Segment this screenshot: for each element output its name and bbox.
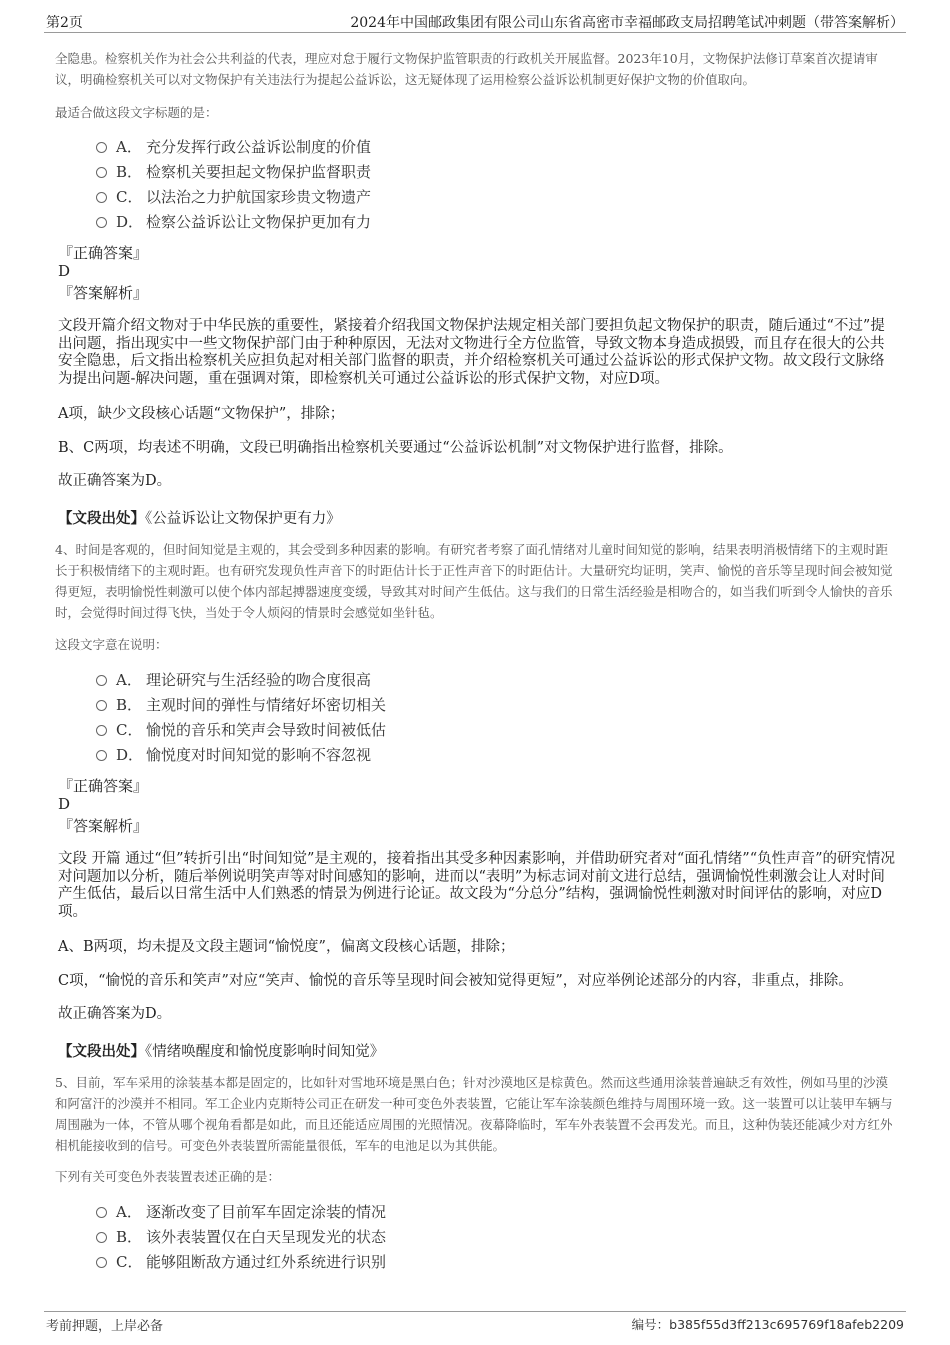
document-title: 2024年中国邮政集团有限公司山东省高密市幸福邮政支局招聘笔试冲刺题（带答案解析） <box>350 15 904 31</box>
q3-option-b[interactable]: B． 检察机关要担起文物保护监督职责 <box>96 160 371 185</box>
q3-source: 【文段出处】《公益诉讼让文物保护更有力》 <box>58 510 341 527</box>
footer-slogan: 考前押题，上岸必备 <box>46 1319 164 1334</box>
q4-stem: 这段文字意在说明： <box>55 637 168 652</box>
q4-analysis-ab: A、B两项，均未提及文段主题词“愉悦度”，偏离文段核心话题，排除； <box>58 939 515 955</box>
q3-option-d[interactable]: D． 检察公益诉讼让文物保护更加有力 <box>96 210 371 235</box>
q4-answer-label: 『正确答案』 <box>58 777 149 795</box>
q5-option-a[interactable]: A． 逐渐改变了目前军车固定涂装的情况 <box>96 1200 386 1225</box>
footer-code: 编号：b385f55d3ff213c695769f18afeb2209 <box>631 1317 904 1332</box>
q4-option-b[interactable]: B． 主观时间的弹性与情绪好坏密切相关 <box>96 693 386 718</box>
q3-answer: D <box>58 262 71 280</box>
q3-analysis-label: 『答案解析』 <box>58 284 149 302</box>
q5-options <box>96 1200 386 1275</box>
radio-icon[interactable] <box>96 167 107 178</box>
radio-icon[interactable] <box>96 750 107 761</box>
q5-stem: 下列有关可变色外表装置表述正确的是： <box>55 1169 281 1184</box>
q3-option-a[interactable]: A． 充分发挥行政公益诉讼制度的价值 <box>96 135 371 160</box>
q3-options <box>96 135 371 235</box>
q3-stem: 最适合做这段文字标题的是： <box>55 105 218 120</box>
radio-icon[interactable] <box>96 192 107 203</box>
radio-icon[interactable] <box>96 142 107 153</box>
q3-passage-tail: 全隐患。检察机关作为社会公共利益的代表，理应对怠于履行文物保护监管职责的行政机关开展监督。2023年10月，文物保护法修订草案首次提请审议，明确检察机关可以对文物保护有关违法行为提起公益诉讼，这无疑体现了运用检察公益诉讼机制更好保护文物的价值取向。 <box>55 51 878 87</box>
q5-passage: 5、目前，军车采用的涂装基本都是固定的，比如针对雪地环境是黑白色；针对沙漠地区是棕黄色。然而这些通用涂装普遍缺乏有效性，例如马里的沙漠和阿富汗的沙漠并不相同。军工企业内克斯特公司正在研发一种可变色外表装置，它能让军车涂装颜色维持与周围环境一致。这一装置可以让装甲车辆与周围融为一体，不管从哪个视角看都是如此，而且还能适应周围的光照情况。夜幕降临时，军车外表装置不会再发光。而且，这种伪装还能减少对方红外相机能接收到的信号。可变色外表装置所需能量很低，军车的电池足以为其供能。 <box>55 1075 893 1153</box>
page-header <box>44 12 906 33</box>
page-footer <box>44 1311 906 1334</box>
radio-icon[interactable] <box>96 675 107 686</box>
radio-icon[interactable] <box>96 1207 107 1218</box>
radio-icon[interactable] <box>96 725 107 736</box>
radio-icon[interactable] <box>96 1257 107 1268</box>
q3-analysis-a: A项，缺少文段核心话题“文物保护”，排除； <box>58 406 345 422</box>
q3-analysis-conclusion: 故正确答案为D。 <box>58 473 172 489</box>
q4-analysis-c: C项，“愉悦的音乐和笑声”对应“笑声、愉悦的音乐等呈现时间会被知觉得更短”，对应举例论述部分的内容，非重点，排除。 <box>58 973 853 989</box>
q3-analysis-main: 文段开篇介绍文物对于中华民族的重要性，紧接着介绍我国文物保护法规定相关部门要担负起文物保护的职责，随后通过“不过”提出问题，指出现实中一些文物保护部门由于种种原因，无法对文物进行全方位监管，导致文物本身造成损毁，而且存在很大的公共安全隐患，后文指出检察机关应担负起对相关部门监督的职责，并介绍检察机关可通过公益诉讼的形式保护文物。故文段行文脉络为提出问题-解决问题，重在强调对策，即检察机关可通过公益诉讼的形式保护文物，对应D项。 <box>58 318 885 387</box>
q3-option-c[interactable]: C． 以法治之力护航国家珍贵文物遗产 <box>96 185 371 210</box>
q5-option-c[interactable]: C． 能够阻断敌方通过红外系统进行识别 <box>96 1250 386 1275</box>
q4-analysis-conclusion: 故正确答案为D。 <box>58 1006 172 1022</box>
q4-answer: D <box>58 795 71 813</box>
radio-icon[interactable] <box>96 217 107 228</box>
q3-analysis-bc: B、C两项，均表述不明确，文段已明确指出检察机关要通过“公益诉讼机制”对文物保护进行监督，排除。 <box>58 440 733 456</box>
q4-option-d[interactable]: D． 愉悦度对时间知觉的影响不容忽视 <box>96 743 386 768</box>
q4-options <box>96 668 386 768</box>
radio-icon[interactable] <box>96 700 107 711</box>
q3-answer-label: 『正确答案』 <box>58 244 149 262</box>
page-number: 第2页 <box>46 15 83 31</box>
q4-passage: 4、时间是客观的，但时间知觉是主观的，其会受到多种因素的影响。有研究者考察了面孔情绪对儿童时间知觉的影响，结果表明消极情绪下的主观时距长于积极情绪下的主观时距。也有研究发现负性声音下的时距估计长于正性声音下的时距估计。大量研究均证明，笑声、愉悦的音乐等呈现时间会被知觉得更短，表明愉悦性刺激可以使个体内部起搏器速度变缓，导致其对时间产生低估。这与我们的日常生活经验是相吻合的，如当我们听到令人愉快的音乐时，会觉得时间过得飞快，当处于令人烦闷的情景时会感觉如坐针毡。 <box>55 542 893 620</box>
q5-option-b[interactable]: B． 该外表装置仅在白天呈现发光的状态 <box>96 1225 386 1250</box>
q4-option-c[interactable]: C． 愉悦的音乐和笑声会导致时间被低估 <box>96 718 386 743</box>
q4-option-a[interactable]: A． 理论研究与生活经验的吻合度很高 <box>96 668 386 693</box>
q4-source: 【文段出处】《情绪唤醒度和愉悦度影响时间知觉》 <box>58 1043 385 1060</box>
q4-analysis-main: 文段 开篇 通过“但”转折引出“时间知觉”是主观的，接着指出其受多种因素影响，并借助研究者对“面孔情绪”“负性声音”的研究情况对问题加以分析，随后举例说明笑声等对时间感知的影响，进而以“表明”为标志词对前文进行总结，强调愉悦性刺激会让人对时间产生低估，最后以日常生活中人们熟悉的情景为例进行论证。故文段为“分总分”结构，强调愉悦性刺激对时间评估的影响，对应D项。 <box>58 851 896 920</box>
radio-icon[interactable] <box>96 1232 107 1243</box>
q4-analysis-label: 『答案解析』 <box>58 817 149 835</box>
